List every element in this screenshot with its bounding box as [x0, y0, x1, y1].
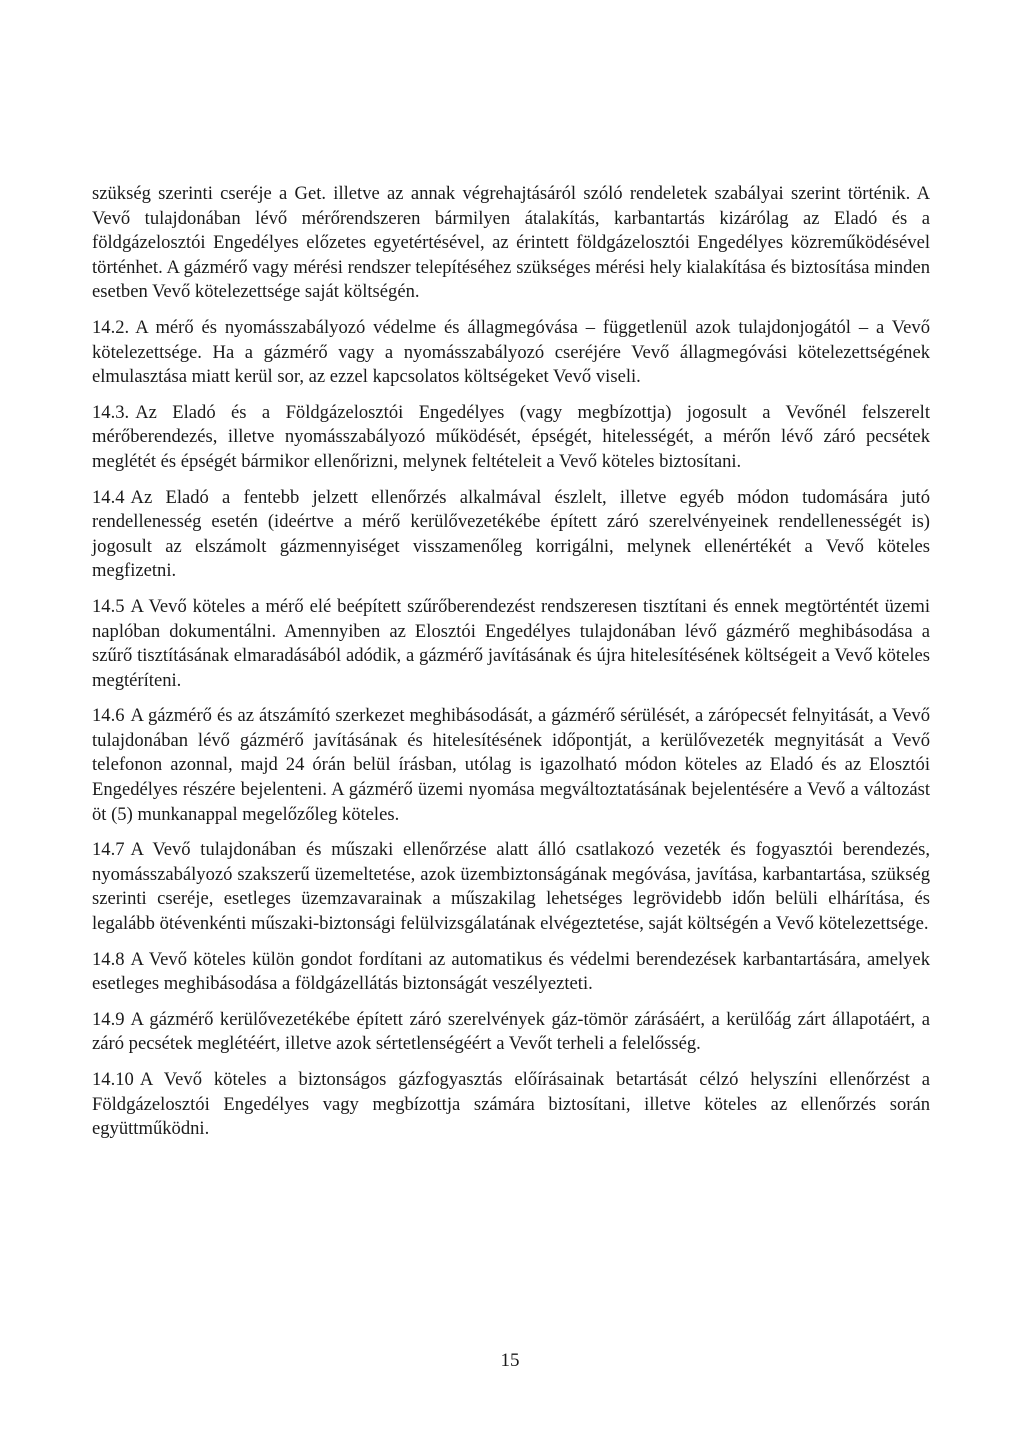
paragraph-14-4: [92, 486, 930, 584]
paragraph-number: 14.6: [92, 705, 125, 727]
paragraph-number: 14.9: [92, 1008, 125, 1030]
paragraph-14-3: [92, 401, 930, 475]
paragraph-14-2: [92, 316, 930, 390]
paragraph-text: szükség szerinti cseréje a Get. illetve az annak végrehajtásáról szóló rendeletek szabályai szerint történik. A Vevő tulajdonában lévő mérőrendszeren bármilyen átalakítás, karbantartás kizárólag az Eladó és a földgázelosztói Engedélyes előzetes egyetértésével, az érintett földgázelosztói Engedélyes közreműködésével történhet. A gázmérő vagy mérési rendszer telepítéséhez szükséges mérési hely kialakítása és biztosítása minden esetben Vevő kötelezettsége saját költségén.: [92, 183, 930, 303]
document-body: [92, 182, 930, 1153]
page-number: 15: [500, 1350, 520, 1371]
paragraph-number: 14.8: [92, 948, 125, 970]
paragraph-text: A gázmérő és az átszámító szerkezet meghibásodását, a gázmérő sérülését, a zárópecsét felnyitását, a Vevő tulajdonában lévő gázmérő javításának és hitelesítésének időpontját, a kerülővezeték megnyitását a Vevő telefonon azonnal, majd 24 órán belül írásban, utólag is igazolható módon köteles az Eladó és az Elosztói Engedélyes részére bejelenteni. A gázmérő üzemi nyomása megváltoztatásának bejelentésére a Vevő a változást öt (5) munkanappal megelőzőleg köteles.: [92, 705, 930, 825]
paragraph-number: 14.3.: [92, 401, 130, 423]
paragraph-text: A Vevő köteles a biztonságos gázfogyasztás előírásainak betartását célzó helyszíni ellenőrzést a Földgázelosztói Engedélyes vagy megbízottja számára biztosítani, illetve köteles az ellenőrzés során együttműködni.: [92, 1069, 930, 1140]
paragraph-14-10: [92, 1068, 930, 1142]
paragraph-number: 14.7: [92, 839, 125, 861]
paragraph-text: A gázmérő kerülővezetékébe épített záró szerelvények gáz-tömör zárásáért, a kerülőág zárt állapotáért, a záró pecsétek meglétéért, illetve azok sértetlenségéért a Vevőt terheli a felelősség.: [92, 1008, 930, 1055]
paragraph-14-5: [92, 595, 930, 693]
paragraph-14-7: [92, 838, 930, 936]
paragraph-14-9: [92, 1008, 930, 1057]
paragraph-14-6: [92, 704, 930, 827]
paragraph-text: A Vevő köteles a mérő elé beépített szűrőberendezést rendszeresen tisztítani és ennek megtörténtét üzemi naplóban dokumentálni. Amennyiben az Elosztói Engedélyes tulajdonában lévő gázmérő meghibásodása a szűrő tisztításának elmaradásából adódik, a gázmérő javításának és újra hitelesítésének költségeit a Vevő köteles megtéríteni.: [92, 595, 930, 691]
paragraph-14-8: [92, 948, 930, 997]
paragraph-text: Az Eladó a fentebb jelzett ellenőrzés alkalmával észlelt, illetve egyéb módon tudomására jutó rendellenesség esetén (ideértve a mérő kerülővezetékébe épített záró szerelvényeinek rendellenességét is) jogosult az elszámolt gázmennyiséget visszamenőleg korrigálni, melynek ellenértékét a Vevő köteles megfizetni.: [92, 486, 930, 582]
paragraph-continuation: [92, 182, 930, 305]
paragraph-number: 14.2.: [92, 316, 130, 338]
paragraph-text: A Vevő tulajdonában és műszaki ellenőrzése alatt álló csatlakozó vezeték és fogyasztói berendezés, nyomásszabályozó szakszerű üzemeltetése, azok üzembiztonságának megóvása, javítása, karbantartása, szükség szerinti cseréje, esetleges üzemzavarainak a műszakilag lehetséges legrövidebb időn belüli elhárítása, és legalább ötévenkénti műszaki-biztonsági felülvizsgálatának elvégeztetése, saját költségén a Vevő kötelezettsége.: [92, 839, 930, 935]
paragraph-number: 14.4: [92, 486, 125, 508]
paragraph-text: Az Eladó és a Földgázelosztói Engedélyes (vagy megbízottja) jogosult a Vevőnél felszerelt mérőberendezés, illetve nyomásszabályozó működését, épségét, hitelességét, a mérőn lévő záró pecsétek meglétét és épségét bármikor ellenőrizni, melynek feltételeit a Vevő köteles biztosítani.: [92, 401, 930, 472]
paragraph-text: A Vevő köteles külön gondot fordítani az automatikus és védelmi berendezések karbantartására, amelyek esetleges meghibásodása a földgázellátás biztonságát veszélyezteti.: [92, 948, 930, 995]
paragraph-number: 14.5: [92, 595, 125, 617]
paragraph-text: A mérő és nyomásszabályozó védelme és állagmegóvása – függetlenül azok tulajdonjogától – a Vevő kötelezettsége. Ha a gázmérő vagy a nyomásszabályozó cseréjére Vevő állagmegóvási kötelezettségének elmulasztása miatt kerül sor, az ezzel kapcsolatos költségeket Vevő viseli.: [92, 316, 930, 388]
paragraph-number: 14.10: [92, 1069, 134, 1090]
